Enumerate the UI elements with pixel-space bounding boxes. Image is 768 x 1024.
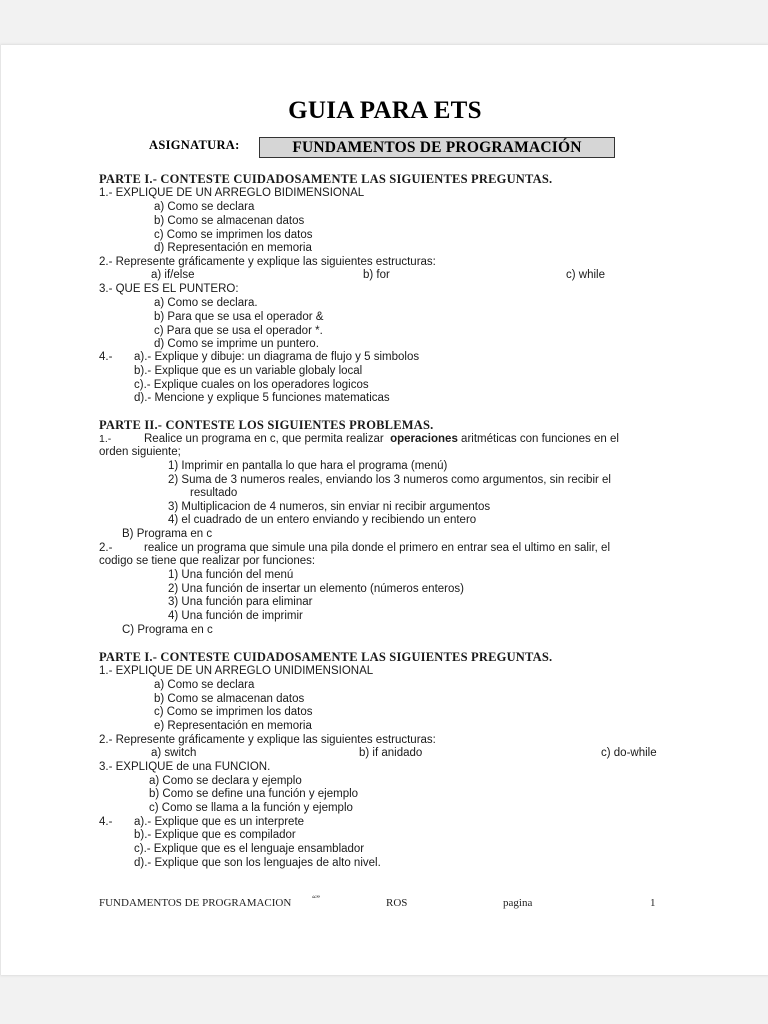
part3-q3-item: c) Como se llama a la función y ejemplo: [149, 802, 353, 814]
part1-q1-item: d) Representación en memoria: [154, 242, 312, 254]
part3-q4-item: a).- Explique que es un interprete: [134, 816, 305, 828]
part2-p1-item: 2) Suma de 3 numeros reales, enviando los 3 numeros como argumentos, sin recibir el: [168, 474, 611, 486]
part2-heading: PARTE II.- CONTESTE LOS SIGUIENTES PROBLEMAS.: [99, 418, 434, 432]
part1-q3-item: c) Para que se usa el operador *.: [154, 325, 323, 337]
part3-q1-item: c) Como se imprimen los datos: [154, 706, 313, 718]
part1-q4-number: 4.-: [99, 351, 113, 363]
footer-initials: ROS: [386, 897, 408, 909]
part1-q4-item: b).- Explique que es un variable globaly local: [134, 365, 363, 377]
footer-page-label: pagina: [503, 897, 533, 909]
part2-p1-item: 3) Multiplicacion de 4 numeros, sin enviar ni recibir argumentos: [168, 501, 491, 513]
part1-q3: 3.- QUE ES EL PUNTERO:: [99, 283, 239, 295]
part1-q1: 1.- EXPLIQUE DE UN ARREGLO BIDIMENSIONAL: [99, 187, 365, 199]
part1-q2: 2.- Represente gráficamente y explique las siguientes estructuras:: [99, 256, 436, 268]
part2-p2-item: 4) Una función de imprimir: [168, 610, 303, 622]
part1-q1-item: b) Como se almacenan datos: [154, 215, 305, 227]
part1-q2-b: b) for: [363, 269, 390, 281]
part2-p1-line2: orden siguiente;: [99, 446, 181, 458]
part2-p1-line1: [144, 433, 619, 446]
part2-p1-text: Realice un programa en c, que permita realizar: [144, 433, 384, 445]
part1-q3-item: d) Como se imprime un puntero.: [154, 338, 319, 350]
part1-q2-c: c) while: [566, 269, 605, 281]
part2-p2-line1: realice un programa que simule una pila donde el primero en entrar sea el ultimo en salir, el: [144, 542, 611, 554]
part3-q4-item: b).- Explique que es compilador: [134, 829, 296, 841]
footer-page-number: 1: [650, 897, 656, 909]
part3-q4-item: d).- Explique que son los lenguajes de alto nivel.: [134, 857, 381, 869]
part1-q1-item: a) Como se declara: [154, 201, 255, 213]
document-title: GUIA PARA ETS: [288, 97, 482, 124]
part1-heading: PARTE I.- CONTESTE CUIDADOSAMENTE LAS SIGUIENTES PREGUNTAS.: [99, 172, 553, 186]
part2-p1-item: 1) Imprimir en pantalla lo que hara el programa (menú): [168, 460, 448, 472]
part3-q4-number: 4.-: [99, 816, 113, 828]
document-page: [0, 45, 768, 975]
part1-q3-item: b) Para que se usa el operador &: [154, 311, 324, 323]
part2-p2-item: 1) Una función del menú: [168, 569, 294, 581]
part3-q1-item: e) Representación en memoria: [154, 720, 312, 732]
part1-q3-item: a) Como se declara.: [154, 297, 258, 309]
part3-q2: 2.- Represente gráficamente y explique las siguientes estructuras:: [99, 734, 436, 746]
part2-p1-bold: operaciones: [390, 433, 458, 445]
part3-q1-item: a) Como se declara: [154, 679, 255, 691]
part3-q2-c: c) do-while: [601, 747, 657, 759]
footer-mark: “”: [312, 894, 320, 904]
part2-p2-line2: codigo se tiene que realizar por funciones:: [99, 555, 316, 567]
part3-q1: 1.- EXPLIQUE DE UN ARREGLO UNIDIMENSIONAL: [99, 665, 374, 677]
part2-p2-c: C) Programa en c: [122, 624, 213, 636]
part1-q4-item: d).- Mencione y explique 5 funciones matematicas: [134, 392, 390, 404]
part2-p1-item: resultado: [190, 487, 238, 499]
part3-q2-a: a) switch: [151, 747, 197, 759]
part1-q4-item: a).- Explique y dibuje: un diagrama de flujo y 5 simbolos: [134, 351, 420, 363]
part1-q1-item: c) Como se imprimen los datos: [154, 229, 313, 241]
part3-q1-item: b) Como se almacenan datos: [154, 693, 305, 705]
part1-q2-a: a) if/else: [151, 269, 195, 281]
subject-box: FUNDAMENTOS DE PROGRAMACIÓN: [259, 137, 615, 158]
part3-q3-item: b) Como se define una función y ejemplo: [149, 788, 359, 800]
part3-q3-item: a) Como se declara y ejemplo: [149, 775, 302, 787]
part3-q3: 3.- EXPLIQUE de una FUNCION.: [99, 761, 271, 773]
part1-q4-item: c).- Explique cuales on los operadores logicos: [134, 379, 369, 391]
part3-heading: PARTE I.- CONTESTE CUIDADOSAMENTE LAS SIGUIENTES PREGUNTAS.: [99, 650, 553, 664]
part2-p2-item: 2) Una función de insertar un elemento (números enteros): [168, 583, 464, 595]
part3-q4-item: c).- Explique que es el lenguaje ensamblador: [134, 843, 365, 855]
part2-p1-number: 1.-: [99, 433, 112, 445]
footer-subject: FUNDAMENTOS DE PROGRAMACION: [99, 897, 292, 909]
part2-p1-item: 4) el cuadrado de un entero enviando y recibiendo un entero: [168, 514, 477, 526]
subject-label: ASIGNATURA:: [149, 138, 240, 152]
part2-p2-number: 2.-: [99, 542, 113, 554]
part3-q2-b: b) if anidado: [359, 747, 423, 759]
part2-p2-item: 3) Una función para eliminar: [168, 596, 313, 608]
part2-p1-text: aritméticas con funciones en el: [461, 433, 619, 445]
part2-p1-b: B) Programa en c: [122, 528, 213, 540]
